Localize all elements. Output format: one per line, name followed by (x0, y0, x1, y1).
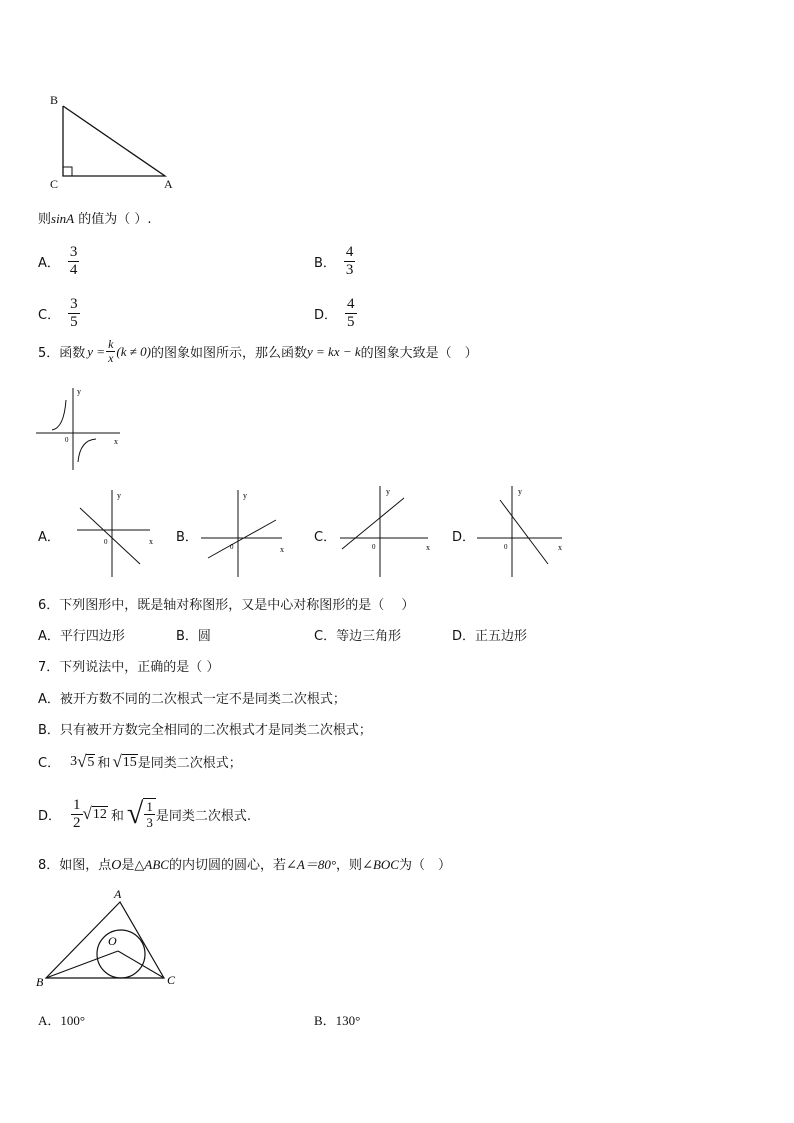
q7-option-letter: D． (38, 808, 62, 824)
q5-option-b-graph[interactable] (198, 486, 290, 581)
q4-option-d[interactable] (314, 296, 357, 331)
q8-option-b[interactable]: B．130° (314, 1013, 361, 1028)
y-axis-label: y (518, 487, 522, 496)
y-axis-label: y (117, 491, 121, 500)
x-axis-label: x (558, 543, 562, 552)
q4-option-letter: C． (38, 308, 61, 323)
vertex-b-label: B (36, 975, 44, 989)
q5-option-a-graph[interactable] (72, 486, 162, 581)
q7-option-letter: C． (38, 756, 61, 771)
q5-expr2: y = kx − k (307, 343, 361, 359)
hyperbola-graph (34, 384, 134, 474)
y-axis-label: y (77, 387, 81, 396)
and-word: 和 (97, 756, 111, 771)
y-axis-label: y (243, 491, 247, 500)
q8-stem: 8．如图，点O是△ABC的内切圆的圆心，若∠A＝80°，则∠BOC为（ ） (38, 857, 451, 873)
and-word: 和 (110, 808, 124, 824)
q6-option-a[interactable]: A．平行四边形 (38, 629, 125, 644)
vertex-b-label: B (50, 93, 59, 107)
q4-option-c[interactable] (38, 296, 80, 331)
origin-label: 0 (104, 538, 108, 546)
q7-option-tail: 是同类二次根式； (137, 756, 242, 771)
q7-stem: 7．下列说法中，正确的是（ ） (38, 660, 220, 675)
q4-stem-expr: sinA (51, 211, 75, 226)
vertex-c-label: C (167, 973, 176, 987)
q5-end: 的图象大致是（ ） (360, 346, 478, 361)
q5-stem (38, 338, 478, 365)
q5-option-d-letter[interactable]: D． (452, 530, 476, 545)
q4-option-b[interactable] (314, 244, 355, 279)
q8-option-a[interactable]: A．100° (38, 1013, 86, 1028)
vertex-c-label: C (50, 177, 59, 191)
q4-option-fraction: $\frac{3}{4}$ (69, 244, 78, 278)
q5-mid: 的图象如图所示，那么函数 (150, 346, 307, 361)
q6-stem: 6．下列图形中，既是轴对称图形，又是中心对称图形的是（ ） (38, 598, 415, 613)
x-axis-label: x (426, 543, 430, 552)
q5-y-eq: y = (87, 343, 106, 359)
radical-sqrt15: √ 15 (112, 751, 137, 771)
radical-coefficient: 3 (70, 753, 78, 769)
q6-option-b[interactable]: B．圆 (176, 629, 211, 644)
vertex-a-label: A (114, 887, 122, 901)
y-axis-label: y (386, 487, 390, 496)
q5-option-b-letter[interactable]: B． (176, 530, 198, 545)
x-axis-label: x (149, 537, 153, 546)
q5-option-a-letter[interactable]: A． (38, 530, 60, 545)
q6-option-c[interactable]: C．等边三角形 (314, 629, 402, 644)
center-o-label: O (108, 934, 117, 948)
fraction-one-half: $\frac{1}{2}$ (73, 796, 81, 831)
q7-option-b[interactable]: B．只有被开方数完全相同的二次根式才是同类二次根式； (38, 723, 372, 738)
origin-label: 0 (65, 436, 69, 444)
q7-option-d[interactable] (38, 796, 251, 832)
q4-option-letter: A． (38, 256, 60, 271)
q5-option-d-graph[interactable] (474, 484, 568, 581)
q7-option-c[interactable] (38, 752, 242, 771)
q4-option-fraction: $\frac{4}{5}$ (347, 296, 355, 330)
right-triangle-figure (40, 88, 190, 193)
vertex-a-label: A (164, 177, 173, 191)
q7-option-a[interactable]: A．被开方数不同的二次根式一定不是同类二次根式； (38, 692, 346, 707)
q4-option-fraction: $\frac{3}{5}$ (70, 296, 78, 330)
q5-option-c-graph[interactable] (338, 484, 436, 581)
x-axis-label: x (280, 545, 284, 554)
q6-option-d[interactable]: D．正五边形 (452, 629, 528, 644)
q7-option-tail: 是同类二次根式. (155, 808, 251, 824)
q5-condition: (k ≠ 0) (116, 343, 151, 359)
q4-option-a[interactable] (38, 244, 79, 279)
origin-label: 0 (504, 543, 508, 551)
q5-fraction: $\frac{k}{x}$ (108, 337, 114, 365)
q4-option-letter: D． (314, 308, 338, 323)
q4-option-fraction: $\frac{4}{3}$ (345, 244, 354, 278)
q4-stem (38, 208, 152, 227)
q4-stem-post: 的值为（ ）. (74, 212, 152, 227)
q4-option-letter: B． (314, 256, 336, 271)
radical-sqrt5: √ 5 (77, 751, 95, 771)
q5-option-c-letter[interactable]: C． (314, 530, 337, 545)
origin-label: 0 (372, 543, 376, 551)
radical-sqrt12: √ 12 (82, 804, 107, 823)
x-axis-label: x (114, 437, 118, 446)
q5-number: 5．函数 (38, 346, 86, 361)
origin-label: 0 (230, 543, 234, 551)
q4-stem-pre: 则 (38, 212, 52, 227)
incircle-triangle-figure (34, 884, 184, 992)
radical-sqrt-one-third: √ $\frac{1}{3}$ (127, 796, 156, 832)
